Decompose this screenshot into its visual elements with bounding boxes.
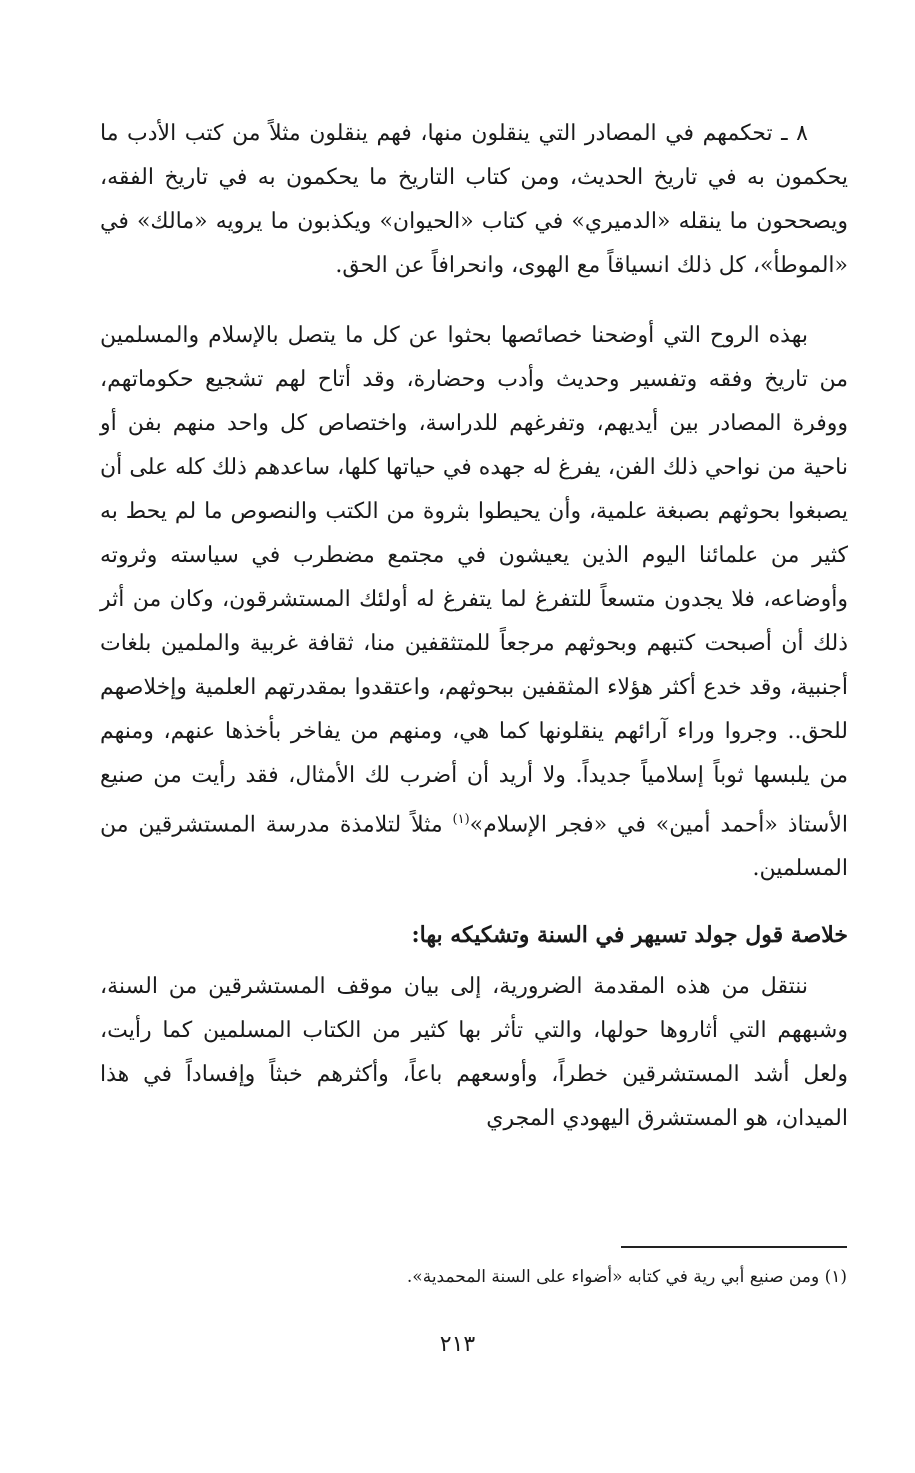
paragraph-orientalist-spirit-tail: مثلاً لتلامذة مدرسة المستشرقين من المسلمين.: [100, 812, 848, 882]
paragraph-orientalist-spirit: [100, 314, 848, 891]
footnote-divider: [621, 1246, 847, 1248]
page-number: ٢١٣: [439, 1332, 476, 1357]
footnote-reference: (١): [452, 812, 470, 827]
paragraph-point-8: ٨ ـ تحكمهم في المصادر التي ينقلون منها، فهم ينقلون مثلاً من كتب الأدب ما يحكمون به في تاريخ الحديث، ومن كتاب التاريخ ما يحكمون به في تاريخ الفقه، ويصححون ما ينقله «الدميري» في كتاب «الحيوان» ويكذبون ما يرويه «مالك» في «الموطأ»، كل ذلك انسياقاً مع الهوى، وانحرافاً عن الحق.: [100, 121, 848, 278]
paragraph-transition: ننتقل من هذه المقدمة الضرورية، إلى بيان موقف المستشرقين من السنة، وشبههم التي أثاروها حولها، والتي تأثر بها كثير من الكتاب المسلمين كما رأيت، ولعل أشد المستشرقين خطراً، وأوسعهم باعاً، وأكثرهم خبثاً وإفساداً في هذا الميدان، هو المستشرق اليهودي المجري: [100, 974, 848, 1132]
paragraph-orientalist-spirit-text: بهذه الروح التي أوضحنا خصائصها بحثوا عن كل ما يتصل بالإسلام والمسلمين من تاريخ وفقه وتفسير وحديث وأدب وحضارة، وقد أتاح لهم تشجيع حكوماتهم، ووفرة المصادر بين أيديهم، وتفرغهم للدراسة، واختصاص كل واحد منهم بفن أو ناحية من نواحي ذلك الفن، يفرغ له جهده في حياتها كلها، ساعدهم ذلك كله على أن يصبغوا بحوثهم بصبغة علمية، وأن يحيطوا بثروة من الكتب والنصوص ما لم يحط به كثير من علمائنا اليوم الذين يعيشون في مجتمع مضطرب في سياسته وثروته وأوضاعه، فلا يجدون متسعاً للتفرغ لما يتفرغ له أولئك المستشرقون، وكان من أثر ذلك أن أصبحت كتبهم وبحوثهم مرجعاً للمتثقفين منا، ثقافة غربية والملمين بلغات أجنبية، وقد خدع أكثر هؤلاء المثقفين ببحوثهم، واعتقدوا بمقدرتهم العلمية وإخلاصهم للحق.. وجروا وراء آرائهم ينقلونها كما هي، ومنهم من يفاخر بأخذها عنهم، ومنهم من يلبسها ثوباً إسلامياً جديداً. ولا أريد أن أضرب لك الأمثال، فقد رأيت من صنيع الأستاذ «أحمد أمين» في «فجر الإسلام»: [100, 323, 848, 838]
footnote: (١) ومن صنيع أبي رية في كتابه «أضواء على السنة المحمدية».: [406, 1267, 847, 1287]
page-body: [100, 112, 848, 1141]
section-heading: خلاصة قول جولد تسيهر في السنة وتشكيكه بها:: [411, 922, 848, 949]
